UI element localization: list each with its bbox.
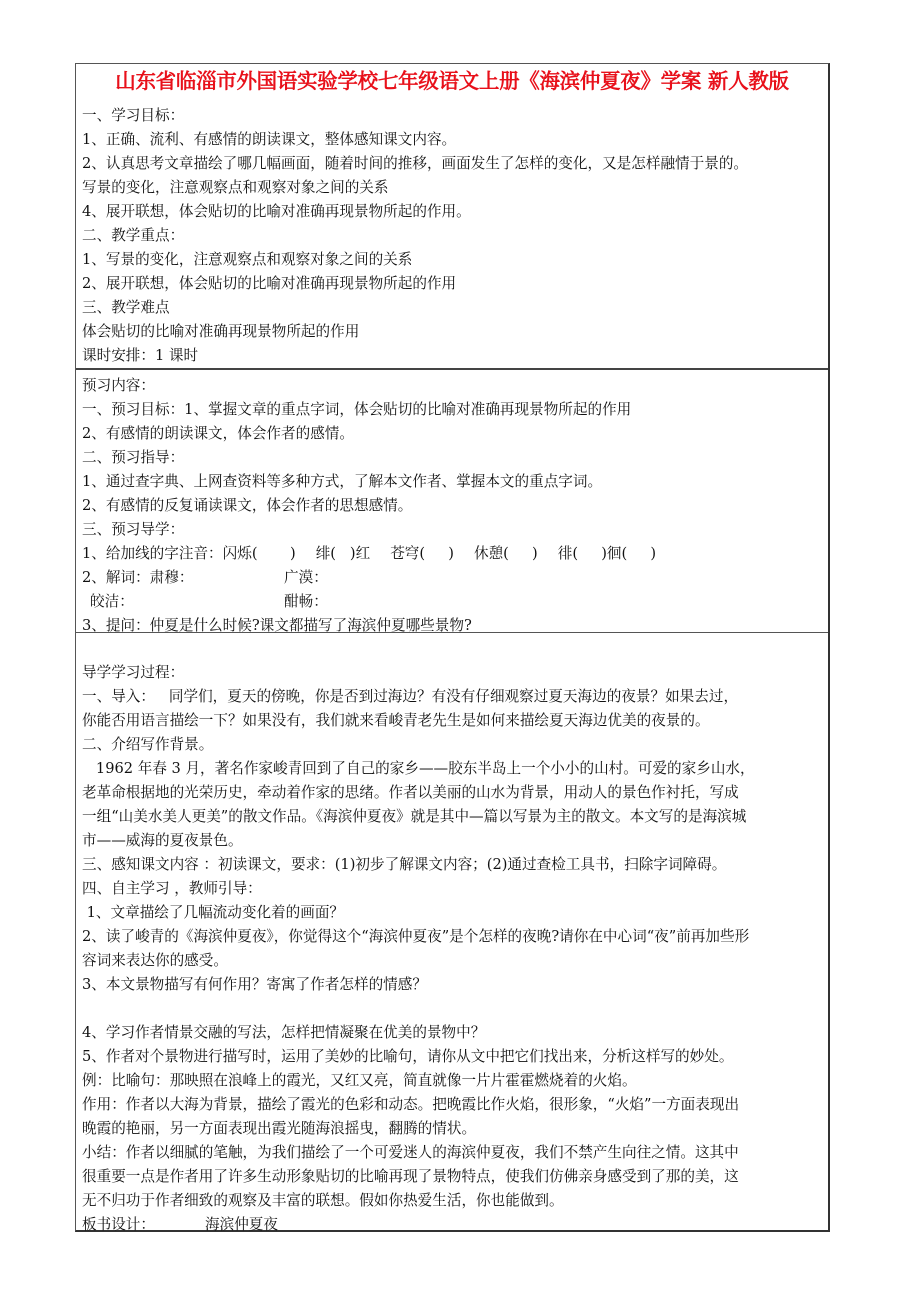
text-line: 2、读了峻青的《海滨仲夏夜》，你觉得这个“海滨仲夏夜”是个怎样的夜晚?请你在中心词“夜”前再加些形 [82, 928, 750, 945]
guided-learning-cell [76, 632, 828, 1233]
text-line: 三、感知课文内容 ：初读课文，要求：(1)初步了解课文内容；(2)通过查检工具书，扫除字词障碍。 [82, 856, 727, 873]
text-line: 小结：作者以细腻的笔触，为我们描绘了一个可爱迷人的海滨仲夏夜，我们不禁产生向往之情。这其中 [82, 1144, 739, 1161]
board-design-line-part: 海滨仲夏夜 [205, 1216, 278, 1233]
text-line: 3、本文景物描写有何作用？寄寓了作者怎样的情感？ [82, 976, 427, 993]
text-line: 二、教学重点： [82, 227, 185, 244]
board-design-line [82, 1213, 828, 1237]
text-line: 导学学习过程： [82, 664, 185, 681]
text-line: 2、展开联想，体会贴切的比喻对准确再现景物所起的作用 [82, 275, 457, 292]
vocabulary-exercise-line [82, 566, 828, 590]
vocabulary-exercise-line-part: 皎洁： [90, 593, 134, 610]
pinyin-exercise-line-part: 休憩( ) [473, 545, 538, 562]
vocabulary-exercise-line-part: 广漠： [284, 569, 328, 586]
text-line: 课时安排：1 课时 [82, 347, 199, 364]
text-line: 二、介绍写作背景。 [82, 736, 214, 753]
text-line: 4、学习作者情景交融的写法，怎样把情凝聚在优美的景物中？ [82, 1024, 486, 1041]
question-line: 3、提问：仲夏是什么时候?课文都描写了海滨仲夏哪些景物? [82, 617, 472, 634]
text-line: 1、写景的变化，注意观察点和观察对象之间的关系 [82, 251, 413, 268]
text-line: 很重要一点是作者用了许多生动形象贴切的比喻再现了景物特点，使我们仿佛亲身感受到了那的美，这 [82, 1168, 739, 1185]
text-line: 5、作者对个景物进行描写时，运用了美妙的比喻句，请你从文中把它们找出来，分析这样写的妙处。 [82, 1048, 734, 1065]
text-line [82, 997, 828, 1021]
vocabulary-exercise-line-part: 酣畅： [284, 593, 328, 610]
pinyin-exercise-line-part: 苍穹( ) [390, 545, 454, 562]
pinyin-exercise-line-part: 徘( )徊( ) [557, 545, 657, 562]
text-line: 1、正确、流利、有感情的朗读课文，整体感知课文内容。 [82, 131, 457, 148]
text-line: 作用：作者以大海为背景，描绘了霞光的色彩和动态。把晚霞比作火焰，很形象，“火焰”一方面表现出 [82, 1096, 740, 1113]
text-line: 无不归功于作者细致的观察及丰富的联想。假如你热爱生活，你也能做到。 [82, 1192, 564, 1209]
text-line: 二、预习指导： [82, 449, 185, 466]
text-line: 一、导入： 同学们，夏天的傍晚，你是否到过海边？有没有仔细观察过夏天海边的夜景？如果去过， [82, 688, 739, 705]
text-line: 预习内容： [82, 377, 155, 394]
text-line: 4、展开联想，体会贴切的比喻对准确再现景物所起的作用。 [82, 203, 471, 220]
text-line: 一、预习目标：1、掌握文章的重点字词，体会贴切的比喻对准确再现景物所起的作用 [82, 401, 632, 418]
vocabulary-exercise-line [82, 590, 828, 614]
text-line: 一、学习目标： [82, 107, 185, 124]
board-design-line-part: 板书设计： [82, 1216, 155, 1233]
text-line: 三、预习导学： [82, 521, 185, 538]
text-line: 三、教学难点 [82, 299, 170, 316]
learning-goals-cell [76, 100, 828, 368]
text-line: 一组“山美水美人更美”的散文作品。《海滨仲夏夜》就是其中—篇以写景为主的散文。本文写的是海滨城 [82, 808, 747, 825]
text-line: 容词来表达你的感受。 [82, 952, 228, 969]
text-line: 2、认真思考文章描绘了哪几幅画面，随着时间的推移，画面发生了怎样的变化，又是怎样融情于景的。 [82, 155, 749, 172]
pinyin-exercise-line [82, 542, 828, 566]
text-line: 1962 年春 3 月，著名作家峻青回到了自己的家乡——胶东半岛上一个小小的山村。可爱的家乡山水， [82, 760, 755, 777]
lesson-plan-table [75, 63, 830, 1232]
text-line: 体会贴切的比喻对准确再现景物所起的作用 [82, 323, 360, 340]
text-line: 写景的变化，注意观察点和观察对象之间的关系 [82, 179, 389, 196]
pinyin-exercise-line-part: 1、给加线的字注音：闪烁( ) [82, 545, 296, 562]
text-line: 例：比喻句：那映照在浪峰上的霞光，又红又亮，简直就像一片片霍霍燃烧着的火焰。 [82, 1072, 637, 1089]
document-title: 山东省临淄市外国语实验学校七年级语文上册《海滨仲夏夜》学案 新人教版 [115, 69, 789, 93]
vocabulary-exercise-line-part: 2、解词：肃穆： [82, 569, 194, 586]
text-line: 2、有感情的朗读课文，体会作者的感情。 [82, 425, 354, 442]
preview-cell [76, 368, 828, 632]
text-line: 1、文章描绘了几幅流动变化着的画面？ [82, 904, 345, 921]
text-line: 你能否用语言描绘一下？如果没有，我们就来看峻青老先生是如何来描绘夏天海边优美的夜景的。 [82, 712, 710, 729]
text-line: 老革命根据地的光荣历史，牵动着作家的思绪。作者以美丽的山水为背景，用动人的景色作衬托，写成 [82, 784, 739, 801]
pinyin-exercise-line-part: 绯( )红 [315, 545, 371, 562]
text-line: 四、自主学习 ，教师引导： [82, 880, 262, 897]
text-line: 市——威海的夏夜景色。 [82, 832, 243, 849]
text-line: 2、有感情的反复诵读课文，体会作者的思想感情。 [82, 497, 413, 514]
text-line: 1、通过查字典、上网查资料等多种方式，了解本文作者、掌握本文的重点字词。 [82, 473, 603, 490]
text-line: 晚霞的艳丽，另一方面表现出霞光随海浪摇曳，翻腾的情状。 [82, 1120, 477, 1137]
